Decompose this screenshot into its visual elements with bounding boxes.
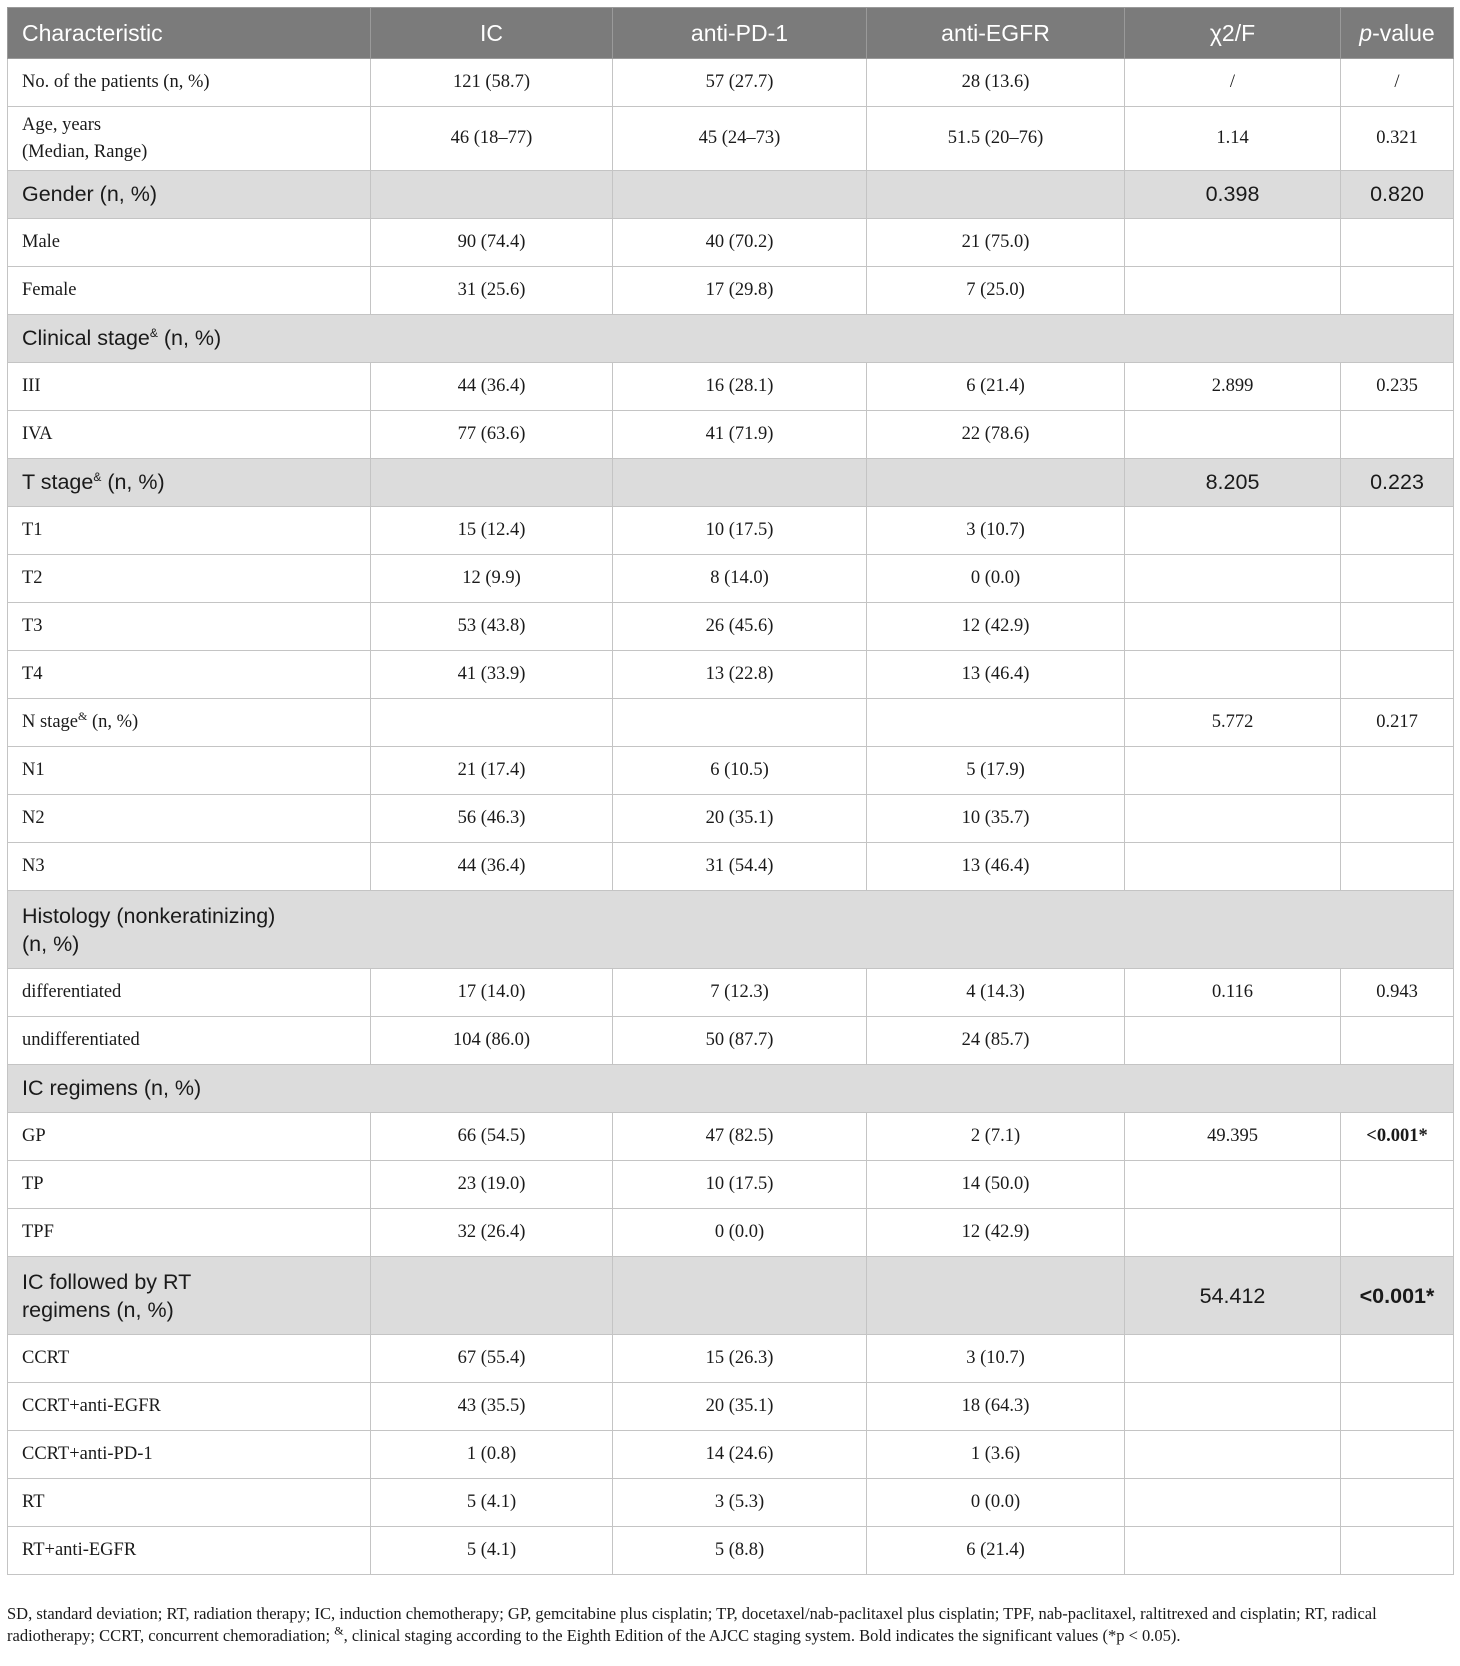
row-label-text: RT bbox=[22, 1492, 45, 1512]
row-label bbox=[8, 969, 371, 1017]
table-cell bbox=[1125, 1161, 1341, 1209]
table-cell bbox=[1341, 747, 1454, 795]
header-row bbox=[8, 8, 1454, 59]
table-cell: 5 (17.9) bbox=[867, 747, 1125, 795]
row-label-text: undifferentiated bbox=[22, 1030, 140, 1050]
table-cell: 15 (12.4) bbox=[371, 507, 613, 555]
table-cell bbox=[1341, 267, 1454, 315]
row-label-suffix: (n, %) bbox=[157, 326, 222, 350]
table-cell: 54.412 bbox=[1125, 1257, 1341, 1335]
table-cell: 7 (12.3) bbox=[613, 969, 867, 1017]
row-label bbox=[8, 1209, 371, 1257]
table-cell: 53 (43.8) bbox=[371, 603, 613, 651]
table-cell: 7 (25.0) bbox=[867, 267, 1125, 315]
row-label-text: Histology (nonkeratinizing) (n, %) bbox=[22, 903, 276, 956]
row-label-text: N2 bbox=[22, 808, 45, 828]
footnote-text-2: , clinical staging according to the Eighth Edition of the AJCC staging system. Bold indicates the significant values (*p < 0.05). bbox=[343, 1626, 1181, 1645]
table-row bbox=[8, 219, 1454, 267]
row-label-text: Female bbox=[22, 280, 77, 300]
table-cell bbox=[1341, 555, 1454, 603]
table-cell bbox=[1341, 795, 1454, 843]
section-row bbox=[8, 315, 1454, 363]
patient-characteristics-table bbox=[7, 7, 1454, 1575]
row-label bbox=[8, 459, 371, 507]
header-chi2-f: χ2/F bbox=[1125, 8, 1341, 59]
table-row bbox=[8, 1383, 1454, 1431]
section-row bbox=[8, 1257, 1454, 1335]
table-cell: 51.5 (20–76) bbox=[867, 107, 1125, 171]
table-cell bbox=[371, 1257, 613, 1335]
table-cell: 10 (17.5) bbox=[613, 1161, 867, 1209]
row-label-text: CCRT+anti-EGFR bbox=[22, 1396, 161, 1416]
table-cell: 1.14 bbox=[1125, 107, 1341, 171]
table-cell: 2 (7.1) bbox=[867, 1113, 1125, 1161]
row-label-text: T stage bbox=[22, 470, 94, 494]
table-row bbox=[8, 555, 1454, 603]
table-cell: 0.116 bbox=[1125, 969, 1341, 1017]
table-cell: 8.205 bbox=[1125, 459, 1341, 507]
table-cell: 5.772 bbox=[1125, 699, 1341, 747]
table-cell bbox=[1341, 411, 1454, 459]
row-label-text: Clinical stage bbox=[22, 326, 150, 350]
table-cell: 13 (22.8) bbox=[613, 651, 867, 699]
row-label-text: TPF bbox=[22, 1222, 54, 1242]
row-label bbox=[8, 843, 371, 891]
row-label-text: RT+anti-EGFR bbox=[22, 1540, 137, 1560]
table-cell bbox=[1341, 651, 1454, 699]
row-label-text: Gender (n, %) bbox=[22, 182, 158, 206]
table-cell: 4 (14.3) bbox=[867, 969, 1125, 1017]
table-row bbox=[8, 1431, 1454, 1479]
row-label bbox=[8, 555, 371, 603]
table-cell: 22 (78.6) bbox=[867, 411, 1125, 459]
table-cell bbox=[1125, 555, 1341, 603]
table-cell: 56 (46.3) bbox=[371, 795, 613, 843]
table-cell bbox=[1125, 747, 1341, 795]
header-anti-egfr: anti-EGFR bbox=[867, 8, 1125, 59]
row-label bbox=[8, 267, 371, 315]
table-cell: / bbox=[1341, 59, 1454, 107]
row-label-text: IC followed by RT regimens (n, %) bbox=[22, 1269, 192, 1322]
header-characteristic: Characteristic bbox=[8, 8, 371, 59]
table-cell: 67 (55.4) bbox=[371, 1335, 613, 1383]
table-cell bbox=[867, 1257, 1125, 1335]
table-cell: 57 (27.7) bbox=[613, 59, 867, 107]
table-row bbox=[8, 1017, 1454, 1065]
row-label bbox=[8, 507, 371, 555]
table-cell: 0.321 bbox=[1341, 107, 1454, 171]
row-label bbox=[8, 1017, 371, 1065]
table-cell: 17 (29.8) bbox=[613, 267, 867, 315]
table-cell: 44 (36.4) bbox=[371, 363, 613, 411]
table-cell: 8 (14.0) bbox=[613, 555, 867, 603]
table-cell bbox=[1341, 1383, 1454, 1431]
table-cell: <0.001* bbox=[1341, 1257, 1454, 1335]
table-row bbox=[8, 969, 1454, 1017]
table-cell: 0.820 bbox=[1341, 171, 1454, 219]
table-cell: 0.217 bbox=[1341, 699, 1454, 747]
table-cell bbox=[1341, 1335, 1454, 1383]
table-cell bbox=[1125, 219, 1341, 267]
table-cell bbox=[371, 459, 613, 507]
row-label bbox=[8, 1335, 371, 1383]
table-cell: 14 (50.0) bbox=[867, 1161, 1125, 1209]
table-cell: 5 (4.1) bbox=[371, 1527, 613, 1575]
row-label bbox=[8, 795, 371, 843]
table-cell: 5 (8.8) bbox=[613, 1527, 867, 1575]
table-row bbox=[8, 699, 1454, 747]
row-label bbox=[8, 59, 371, 107]
table-cell: 1 (0.8) bbox=[371, 1431, 613, 1479]
table-cell bbox=[1125, 651, 1341, 699]
table-cell: 77 (63.6) bbox=[371, 411, 613, 459]
row-label bbox=[8, 1161, 371, 1209]
table-cell bbox=[1125, 507, 1341, 555]
table-cell bbox=[1341, 603, 1454, 651]
row-label bbox=[8, 1113, 371, 1161]
table-cell: 12 (42.9) bbox=[867, 603, 1125, 651]
table-cell bbox=[1341, 507, 1454, 555]
table-cell bbox=[1125, 843, 1341, 891]
table-cell: 10 (17.5) bbox=[613, 507, 867, 555]
table-cell: 0 (0.0) bbox=[867, 1479, 1125, 1527]
row-label-text: N3 bbox=[22, 856, 45, 876]
row-label-text: T2 bbox=[22, 568, 43, 588]
table-cell bbox=[1125, 1479, 1341, 1527]
row-label bbox=[8, 747, 371, 795]
table-cell bbox=[371, 171, 613, 219]
table-cell: 28 (13.6) bbox=[867, 59, 1125, 107]
table-cell: 41 (71.9) bbox=[613, 411, 867, 459]
row-label-text: III bbox=[22, 376, 41, 396]
table-cell: 0.943 bbox=[1341, 969, 1454, 1017]
table-cell: 15 (26.3) bbox=[613, 1335, 867, 1383]
table-cell: 3 (10.7) bbox=[867, 507, 1125, 555]
table-cell: 21 (17.4) bbox=[371, 747, 613, 795]
header-p-value-italic: p bbox=[1359, 19, 1373, 46]
table-cell: 0.398 bbox=[1125, 171, 1341, 219]
table-cell: 13 (46.4) bbox=[867, 843, 1125, 891]
row-label-superscript: & bbox=[93, 469, 102, 484]
table-cell bbox=[1125, 1527, 1341, 1575]
row-label-text: T1 bbox=[22, 520, 43, 540]
row-label-text: Male bbox=[22, 232, 61, 252]
table-footnote bbox=[7, 1603, 1453, 1647]
row-label bbox=[8, 1257, 371, 1335]
row-label bbox=[8, 107, 371, 171]
table-cell: 66 (54.5) bbox=[371, 1113, 613, 1161]
header-p-value-rest: -value bbox=[1372, 19, 1435, 46]
table-cell: 1 (3.6) bbox=[867, 1431, 1125, 1479]
table-cell: 104 (86.0) bbox=[371, 1017, 613, 1065]
row-label-text: No. of the patients (n, %) bbox=[22, 72, 210, 92]
table-cell: 40 (70.2) bbox=[613, 219, 867, 267]
row-label bbox=[8, 171, 371, 219]
table-cell bbox=[1341, 1479, 1454, 1527]
table-cell bbox=[1125, 411, 1341, 459]
row-label-text: differentiated bbox=[22, 982, 122, 1002]
table-cell bbox=[613, 1257, 867, 1335]
row-label bbox=[8, 363, 371, 411]
table-cell bbox=[1341, 1161, 1454, 1209]
table-row bbox=[8, 651, 1454, 699]
row-label bbox=[8, 315, 1454, 363]
table-row bbox=[8, 1527, 1454, 1575]
table-cell: 6 (21.4) bbox=[867, 1527, 1125, 1575]
table-cell: 46 (18–77) bbox=[371, 107, 613, 171]
footnote-text-1: SD, standard deviation; RT, radiation therapy; IC, induction chemotherapy; GP, gemcitabine plus cisplatin; TP, docetaxel/nab-paclitaxel plus cisplatin; TPF, nab-paclitaxel, raltitrexed and cisplatin; RT, radical radiotherapy; CCRT, concurrent chemoradiation; bbox=[7, 1604, 1377, 1645]
row-label-superscript: & bbox=[149, 325, 158, 340]
row-label bbox=[8, 411, 371, 459]
table-row bbox=[8, 603, 1454, 651]
table-cell bbox=[613, 699, 867, 747]
header-anti-pd-1: anti-PD-1 bbox=[613, 8, 867, 59]
table-cell bbox=[1341, 219, 1454, 267]
table-row bbox=[8, 363, 1454, 411]
table-cell: 0 (0.0) bbox=[613, 1209, 867, 1257]
table-cell: 6 (21.4) bbox=[867, 363, 1125, 411]
table-cell: 20 (35.1) bbox=[613, 795, 867, 843]
row-label-text: Age, years (Median, Range) bbox=[22, 114, 148, 162]
table-cell bbox=[1125, 1017, 1341, 1065]
table-cell: 3 (10.7) bbox=[867, 1335, 1125, 1383]
table-cell: 44 (36.4) bbox=[371, 843, 613, 891]
table-cell: 41 (33.9) bbox=[371, 651, 613, 699]
table-cell: 32 (26.4) bbox=[371, 1209, 613, 1257]
row-label-text: N stage bbox=[22, 712, 78, 732]
table-cell: 6 (10.5) bbox=[613, 747, 867, 795]
table-row bbox=[8, 1161, 1454, 1209]
table-cell: 50 (87.7) bbox=[613, 1017, 867, 1065]
footnote-superscript: & bbox=[334, 1623, 344, 1638]
table-cell bbox=[1341, 1527, 1454, 1575]
data-table-container bbox=[7, 7, 1453, 1575]
table-cell bbox=[1125, 1335, 1341, 1383]
row-label-text: CCRT bbox=[22, 1348, 70, 1368]
row-label bbox=[8, 1383, 371, 1431]
table-row bbox=[8, 1209, 1454, 1257]
table-cell bbox=[867, 171, 1125, 219]
table-cell: 14 (24.6) bbox=[613, 1431, 867, 1479]
table-cell: 18 (64.3) bbox=[867, 1383, 1125, 1431]
section-row bbox=[8, 459, 1454, 507]
table-cell: 0.235 bbox=[1341, 363, 1454, 411]
section-row bbox=[8, 1065, 1454, 1113]
row-label bbox=[8, 219, 371, 267]
row-label-text: IC regimens (n, %) bbox=[22, 1076, 202, 1100]
row-label-text: CCRT+anti-PD-1 bbox=[22, 1444, 153, 1464]
table-cell bbox=[867, 699, 1125, 747]
table-cell: 0 (0.0) bbox=[867, 555, 1125, 603]
row-label-text: IVA bbox=[22, 424, 53, 444]
table-body bbox=[8, 59, 1454, 1575]
table-cell bbox=[867, 459, 1125, 507]
table-row bbox=[8, 267, 1454, 315]
table-row bbox=[8, 1113, 1454, 1161]
table-cell: / bbox=[1125, 59, 1341, 107]
table-cell bbox=[1125, 267, 1341, 315]
table-cell bbox=[1125, 1383, 1341, 1431]
row-label bbox=[8, 1431, 371, 1479]
table-cell: 49.395 bbox=[1125, 1113, 1341, 1161]
row-label bbox=[8, 651, 371, 699]
table-cell: 12 (9.9) bbox=[371, 555, 613, 603]
table-cell: 90 (74.4) bbox=[371, 219, 613, 267]
table-cell: 24 (85.7) bbox=[867, 1017, 1125, 1065]
row-label-superscript: & bbox=[78, 708, 88, 723]
table-cell bbox=[371, 699, 613, 747]
row-label-text: GP bbox=[22, 1126, 46, 1146]
section-row bbox=[8, 171, 1454, 219]
table-cell bbox=[1341, 1017, 1454, 1065]
table-cell: 121 (58.7) bbox=[371, 59, 613, 107]
table-cell: 31 (54.4) bbox=[613, 843, 867, 891]
table-row bbox=[8, 1479, 1454, 1527]
table-cell: 5 (4.1) bbox=[371, 1479, 613, 1527]
table-cell bbox=[1125, 795, 1341, 843]
row-label-suffix: (n, %) bbox=[87, 712, 139, 732]
section-row bbox=[8, 891, 1454, 969]
table-cell bbox=[1125, 1209, 1341, 1257]
table-cell bbox=[1125, 1431, 1341, 1479]
row-label bbox=[8, 603, 371, 651]
table-cell: 31 (25.6) bbox=[371, 267, 613, 315]
row-label-text: T3 bbox=[22, 616, 43, 636]
table-row bbox=[8, 1335, 1454, 1383]
table-cell: 26 (45.6) bbox=[613, 603, 867, 651]
header-ic: IC bbox=[371, 8, 613, 59]
table-row bbox=[8, 59, 1454, 107]
row-label bbox=[8, 1479, 371, 1527]
table-cell bbox=[1341, 1209, 1454, 1257]
table-row bbox=[8, 795, 1454, 843]
table-cell: 13 (46.4) bbox=[867, 651, 1125, 699]
table-cell bbox=[1341, 843, 1454, 891]
table-cell: 45 (24–73) bbox=[613, 107, 867, 171]
row-label bbox=[8, 891, 1454, 969]
table-cell: 16 (28.1) bbox=[613, 363, 867, 411]
table-row bbox=[8, 411, 1454, 459]
row-label bbox=[8, 699, 371, 747]
table-cell: 47 (82.5) bbox=[613, 1113, 867, 1161]
table-cell: 20 (35.1) bbox=[613, 1383, 867, 1431]
table-cell: 10 (35.7) bbox=[867, 795, 1125, 843]
row-label-text: T4 bbox=[22, 664, 43, 684]
table-cell: 21 (75.0) bbox=[867, 219, 1125, 267]
row-label bbox=[8, 1065, 1454, 1113]
table-row bbox=[8, 843, 1454, 891]
table-cell: 2.899 bbox=[1125, 363, 1341, 411]
table-cell: 17 (14.0) bbox=[371, 969, 613, 1017]
row-label-text: TP bbox=[22, 1174, 44, 1194]
table-cell bbox=[1125, 603, 1341, 651]
table-cell bbox=[613, 171, 867, 219]
table-cell: <0.001* bbox=[1341, 1113, 1454, 1161]
table-cell: 43 (35.5) bbox=[371, 1383, 613, 1431]
table-row bbox=[8, 507, 1454, 555]
table-cell bbox=[613, 459, 867, 507]
row-label bbox=[8, 1527, 371, 1575]
table-row bbox=[8, 747, 1454, 795]
table-cell: 0.223 bbox=[1341, 459, 1454, 507]
table-cell: 12 (42.9) bbox=[867, 1209, 1125, 1257]
table-cell: 23 (19.0) bbox=[371, 1161, 613, 1209]
row-label-suffix: (n, %) bbox=[101, 470, 165, 494]
table-cell bbox=[1341, 1431, 1454, 1479]
table-cell: 3 (5.3) bbox=[613, 1479, 867, 1527]
row-label-text: N1 bbox=[22, 760, 45, 780]
table-row bbox=[8, 107, 1454, 171]
header-p-value bbox=[1341, 8, 1454, 59]
